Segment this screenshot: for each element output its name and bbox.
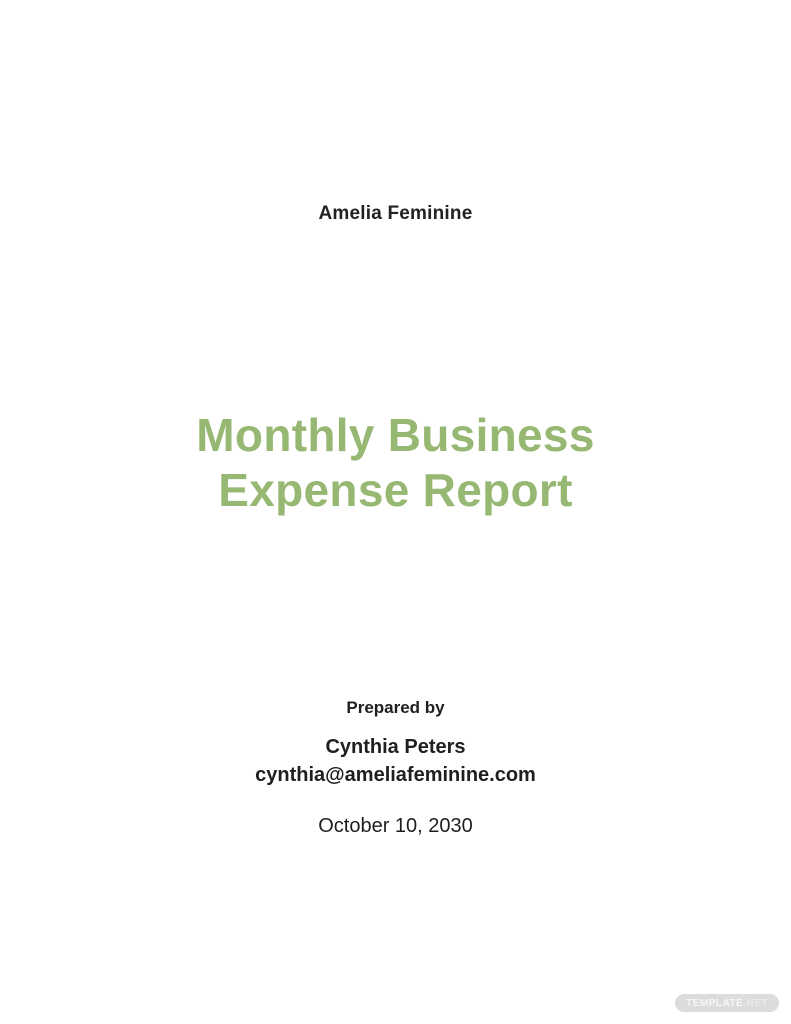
preparer-email: cynthia@ameliafeminine.com (255, 764, 536, 786)
templatenet-brand-text: TEMPLATE (686, 997, 744, 1009)
prepared-by-label: Prepared by (346, 698, 445, 717)
templatenet-watermark-badge (675, 994, 779, 1012)
document-title (0, 408, 791, 518)
preparer-name: Cynthia Peters (325, 736, 466, 758)
company-name: Amelia Feminine (318, 203, 473, 224)
document-title-line2: Expense Report (218, 464, 573, 516)
templatenet-brand-suffix: .NET (743, 997, 768, 1009)
report-date: October 10, 2030 (318, 815, 473, 837)
document-title-line1: Monthly Business (196, 409, 595, 461)
